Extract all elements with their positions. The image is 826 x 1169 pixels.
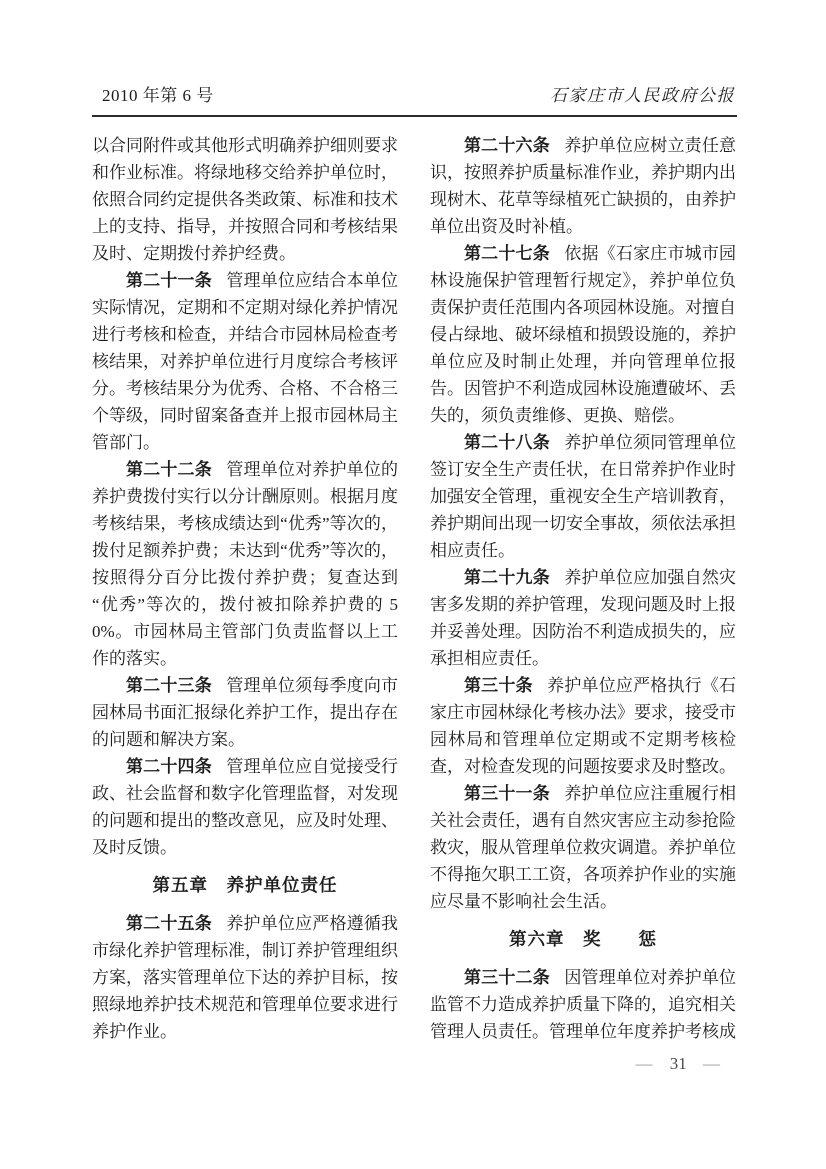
header-publication-title: 石家庄市人民政府公报 bbox=[550, 86, 735, 105]
chapter-heading: 第五章 养护单位责任 bbox=[152, 875, 338, 896]
footer-dash-right: — bbox=[703, 1054, 721, 1074]
column-right bbox=[430, 132, 736, 1045]
article-number: 第二十二条 bbox=[126, 460, 212, 480]
body-paragraph: 第二十九条 养护单位应加强自然灾害多发期的养护管理，发现问题及时上报并妥善处理。因防治不利造成损失的，应承担相应责任。 bbox=[430, 568, 737, 669]
article-number: 第二十三条 bbox=[126, 676, 212, 696]
body-paragraph: 第二十七条 依据《石家庄市城市园林设施保护管理暂行规定》，养护单位负责保护责任范围内各项园林设施。对擅自侵占绿地、破坏绿植和损毁设施的，养护单位应及时制止处理，并向管理单位报告。因管护不利造成园林设施遭破坏、丢失的，须负责维修、更换、赔偿。 bbox=[430, 244, 737, 426]
document-body bbox=[92, 132, 737, 1045]
body-paragraph: 第二十三条 管理单位须每季度向市园林局书面汇报绿化养护工作，提出存在的问题和解决方案。 bbox=[92, 676, 399, 750]
body-paragraph: 以合同附件或其他形式明确养护细则要求和作业标准。将绿地移交给养护单位时，依照合同约定提供各类政策、标准和技术上的支持、指导，并按照合同和考核结果及时、定期拨付养护经费。 bbox=[92, 136, 398, 264]
article-number: 第二十七条 bbox=[464, 244, 550, 264]
article-number: 第三十一条 bbox=[464, 784, 550, 804]
article-number: 第二十一条 bbox=[126, 271, 212, 291]
article-number: 第二十五条 bbox=[126, 914, 212, 934]
page-footer bbox=[92, 1052, 737, 1076]
article-number: 第二十六条 bbox=[464, 136, 550, 156]
body-paragraph: 第二十二条 管理单位对养护单位的养护费拨付实行以分计酬原则。根据月度考核结果，考核成绩达到“优秀”等次的，拨付足额养护费；未达到“优秀”等次的，按照得分百分比拨付养护费；复查达到“优秀”等次的，拨付被扣除养护费的 50%。市园林局主管部门负责监督以上工作的落实。 bbox=[92, 460, 399, 669]
body-paragraph: 第二十一条 管理单位应结合本单位实际情况，定期和不定期对绿化养护情况进行考核和检查，并结合市园林局检查考核结果，对养护单位进行月度综合考核评分。考核结果分为优秀、合格、不合格三个等级，同时留案备查并上报市园林局主管部门。 bbox=[92, 271, 399, 453]
page-number: 31 bbox=[669, 1054, 687, 1074]
header-issue-number: 2010 年第 6 号 bbox=[102, 86, 214, 105]
body-paragraph: 第二十八条 养护单位须同管理单位签订安全生产责任状，在日常养护作业时加强安全管理，重视安全生产培训教育，养护期间出现一切安全事故，须依法承担相应责任。 bbox=[430, 433, 737, 561]
footer-dash-left: — bbox=[635, 1054, 654, 1074]
body-paragraph: 第二十六条 养护单位应树立责任意识，按照养护质量标准作业，养护期内出现树木、花草等绿植死亡缺损的，由养护单位出资及时补植。 bbox=[430, 136, 737, 237]
page-header bbox=[92, 86, 737, 117]
chapter-heading: 第六章 奖 惩 bbox=[509, 929, 657, 950]
body-paragraph: 第二十四条 管理单位应自觉接受行政、社会监督和数字化管理监督，对发现的问题和提出的整改意见，应及时处理、及时反馈。 bbox=[92, 757, 399, 858]
column-left bbox=[92, 132, 398, 1045]
article-number: 第三十二条 bbox=[464, 968, 550, 988]
article-number: 第二十八条 bbox=[464, 433, 550, 453]
body-paragraph: 第三十二条 因管理单位对养护单位监管不力造成养护质量下降的，追究相关管理人员责任。管理单位年度养护考核成 bbox=[430, 968, 737, 1042]
body-paragraph: 第三十一条 养护单位应注重履行相关社会责任，遇有自然灾害应主动参抢险救灾，服从管理单位救灾调遣。养护单位不得拖欠职工工资，各项养护作业的实施应尽量不影响社会生活。 bbox=[430, 784, 737, 912]
article-number: 第二十四条 bbox=[126, 757, 212, 777]
body-paragraph: 第二十五条 养护单位应严格遵循我市绿化养护管理标准，制订养护管理组织方案，落实管理单位下达的养护目标，按照绿地养护技术规范和管理单位要求进行养护作业。 bbox=[92, 914, 399, 1042]
article-number: 第二十九条 bbox=[464, 568, 550, 588]
body-paragraph: 第三十条 养护单位应严格执行《石家庄市园林绿化考核办法》要求，接受市园林局和管理单位定期或不定期考核检查，对检查发现的问题按要求及时整改。 bbox=[430, 676, 737, 777]
article-number: 第三十条 bbox=[464, 676, 533, 696]
